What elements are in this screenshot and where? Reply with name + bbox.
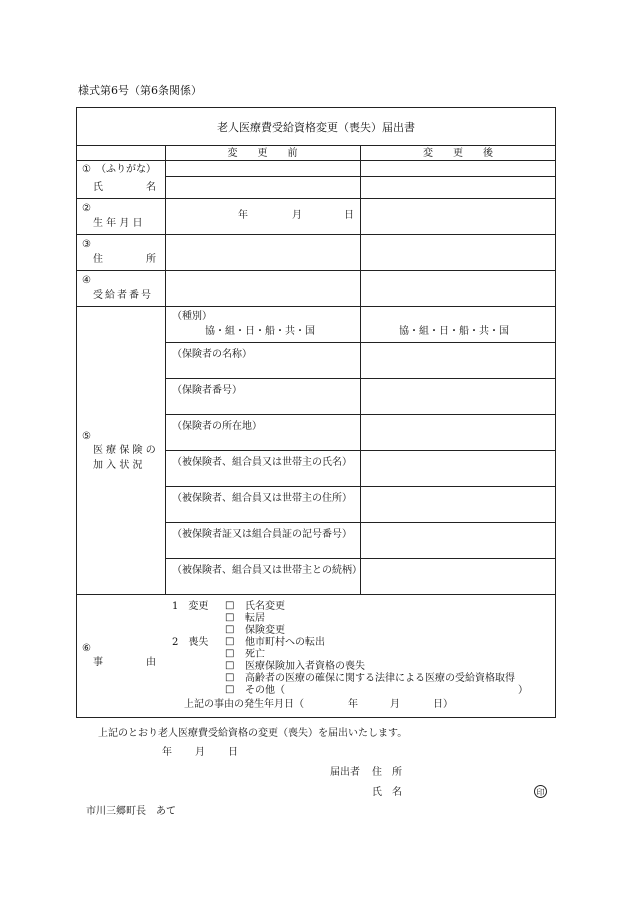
insurer-number-label: （保険者番号）	[172, 385, 242, 396]
other-reason-field[interactable]	[292, 685, 517, 697]
notifier-name-label: 氏 名	[372, 787, 402, 798]
birth-month-unit: 月	[292, 210, 302, 221]
furigana-before-field[interactable]	[167, 163, 358, 175]
birth-date-label: 生 年 月 日	[93, 218, 143, 229]
birth-year-unit: 年	[238, 210, 248, 221]
declaration-text: 上記のとおり老人医療費受給資格の変更（喪失）を届出いたします。	[98, 728, 408, 739]
title-divider	[76, 145, 556, 146]
insurance-type-label: （種別）	[172, 311, 212, 322]
loss-elderly-law-checkbox[interactable]: □	[225, 672, 235, 683]
addressee: 市川三郷町長 あて	[86, 806, 176, 817]
notifier-name-field[interactable]	[410, 785, 530, 799]
address-label: 所	[146, 254, 156, 265]
change-name-checkbox[interactable]: □	[225, 600, 235, 611]
change-heading: 1 変更	[172, 601, 209, 612]
loss-heading: 2 喪失	[172, 637, 209, 648]
submission-month-unit: 月	[195, 747, 205, 758]
occurrence-year-unit: 年	[348, 699, 358, 710]
loss-death-checkbox[interactable]: □	[225, 648, 235, 659]
birth-day-unit: 日	[344, 210, 354, 221]
row-divider	[76, 270, 556, 271]
birth-date-after-field[interactable]	[362, 200, 554, 232]
loss-option-label: 医療保険加入者資格の喪失	[245, 661, 365, 672]
loss-option-label: 他市町村への転出	[245, 637, 325, 648]
insurance-status-label: 医 療 保 険 の	[93, 445, 156, 456]
form-title: 老人医療費受給資格変更（喪失）届出書	[217, 121, 415, 134]
recipient-number-label: 受給者番号	[93, 290, 153, 301]
column-header-before: 変 更 前	[227, 148, 298, 159]
loss-option-label: 死亡	[245, 649, 265, 660]
other-close-paren: ）	[518, 685, 528, 696]
row-number: ⑤	[82, 431, 91, 442]
name-label: 名	[146, 182, 156, 193]
change-insurance-checkbox[interactable]: □	[225, 624, 235, 635]
form-number-label: 様式第6号（第6条関係）	[78, 84, 202, 97]
reason-label: 事	[93, 657, 103, 668]
loss-other-checkbox[interactable]: □	[225, 684, 235, 695]
insurance-card-number-label: （被保険者証又は組合員証の記号番号）	[172, 529, 352, 540]
row-divider	[76, 306, 556, 307]
insurance-type-options-before[interactable]: 協・組・日・船・共・国	[205, 326, 315, 337]
reason-label: 由	[146, 657, 156, 668]
row-number: ⑥	[82, 643, 91, 654]
loss-option-label: 高齢者の医療の確保に関する法律による医療の受給資格取得	[245, 673, 515, 684]
occurrence-date-label: 上記の事由の発生年月日（	[184, 699, 304, 710]
submission-year-unit: 年	[162, 747, 172, 758]
insured-address-label: （被保険者、組合員又は世帯主の住所）	[172, 493, 352, 504]
insurance-type-options-after[interactable]: 協・組・日・船・共・国	[399, 326, 509, 337]
seal-mark-icon: 印	[534, 785, 547, 798]
label-column-divider	[165, 145, 166, 594]
row-number: ③	[82, 239, 91, 250]
submission-day-unit: 日	[228, 747, 238, 758]
insurer-name-label: （保険者の名称）	[172, 349, 252, 360]
address-before-field[interactable]	[167, 236, 358, 268]
notifier-address-field[interactable]	[410, 765, 540, 779]
row-number: ④	[82, 275, 91, 286]
recipient-number-before-field[interactable]	[167, 272, 358, 304]
change-option-label: 転居	[245, 613, 265, 624]
change-option-label: 保険変更	[245, 625, 285, 636]
before-after-divider	[360, 145, 361, 594]
name-after-field[interactable]	[362, 179, 554, 196]
column-header-after: 変 更 後	[423, 148, 493, 159]
relationship-label: （被保険者、組合員又は世帯主との続柄）	[172, 565, 362, 576]
header-divider	[76, 160, 556, 161]
name-label: 氏	[93, 182, 103, 193]
row-divider	[76, 594, 556, 595]
recipient-number-after-field[interactable]	[362, 272, 554, 304]
address-label: 住	[93, 254, 103, 265]
row-divider	[76, 198, 556, 199]
row-number: ②	[82, 203, 91, 214]
address-after-field[interactable]	[362, 236, 554, 268]
insurer-address-label: （保険者の所在地）	[172, 421, 262, 432]
insured-name-label: （被保険者、組合員又は世帯主の氏名）	[172, 457, 352, 468]
occurrence-day-unit: 日）	[433, 699, 453, 710]
row-number: ①	[82, 164, 91, 175]
change-move-checkbox[interactable]: □	[225, 612, 235, 623]
name-before-field[interactable]	[167, 179, 358, 196]
row-divider	[76, 234, 556, 235]
insurance-status-label: 加 入 状 況	[93, 460, 143, 471]
loss-transfer-checkbox[interactable]: □	[225, 636, 235, 647]
change-option-label: 氏名変更	[245, 601, 285, 612]
loss-option-label: その他（	[245, 685, 285, 696]
furigana-after-field[interactable]	[362, 163, 554, 175]
occurrence-month-unit: 月	[390, 699, 400, 710]
notifier-address-label: 住 所	[372, 767, 402, 778]
notifier-label: 届出者	[330, 767, 360, 778]
furigana-label: （ふりがな）	[96, 164, 156, 175]
loss-insurance-checkbox[interactable]: □	[225, 660, 235, 671]
